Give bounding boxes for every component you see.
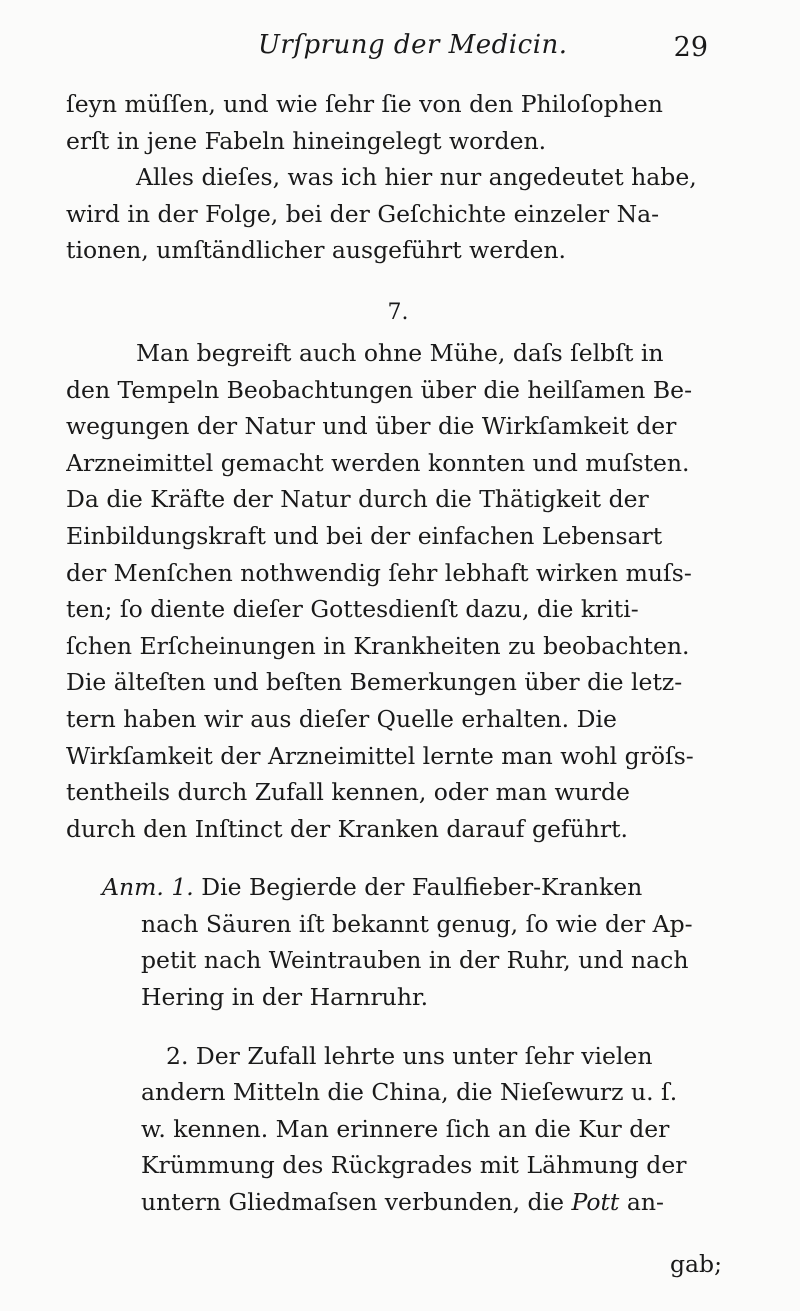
footnote-text: an- xyxy=(619,1188,664,1217)
text-line: Man begreift auch ohne Mühe, daſs ſelbſt in xyxy=(136,338,664,367)
text-line: ſchen Erſcheinungen in Krankheiten zu beobachten. xyxy=(66,631,690,660)
section-number: 7. xyxy=(387,299,409,325)
footnote-line: w. kennen. Man erinnere ſich an die Kur der xyxy=(141,1114,670,1143)
text-line: Einbildungskraft und bei der einfachen Lebensart xyxy=(66,521,663,550)
footnote-line: Krümmung des Rückgrades mit Lähmung der xyxy=(141,1151,687,1180)
footnote-text: untern Gliedmaſsen verbunden, die xyxy=(141,1188,572,1217)
footnote-line: 2. Der Zufall lehrte uns unter ſehr vielen xyxy=(166,1041,653,1070)
text-line: Wirkſamkeit der Arzneimittel lernte man wohl gröſs- xyxy=(66,741,694,770)
spacer xyxy=(66,269,730,291)
text-line: ſeyn müſſen, und wie ſehr ſie von den Philoſophen xyxy=(66,90,663,118)
footnote-line: petit nach Weintrauben in der Ruhr, und nach xyxy=(141,946,689,975)
page-header xyxy=(0,30,800,70)
footnote-line xyxy=(66,1184,730,1221)
footnote-line: nach Säuren iſt bekannt genug, ſo wie der Ap- xyxy=(141,909,693,938)
text-line: den Tempeln Beobachtungen über die heilſamen Be- xyxy=(66,375,693,404)
footnote-text: Die Begierde der Faulfieber-Kranken xyxy=(201,873,643,902)
person-name: Pott xyxy=(571,1188,620,1217)
text-line: tionen, umſtändlicher ausgeführt werden. xyxy=(66,236,566,265)
footnote-label: Anm. 1. xyxy=(102,873,194,902)
running-title: Urſprung der Medicin. xyxy=(258,30,568,60)
text-line: der Menſchen nothwendig ſehr lebhaft wirken muſs- xyxy=(66,558,692,587)
spacer xyxy=(66,1016,730,1038)
text-line: Arzneimittel gemacht werden konnten und muſsten. xyxy=(66,448,690,477)
text-line: wird in der Folge, bei der Geſchichte einzeler Na- xyxy=(66,199,660,228)
text-line: erſt in jene Fabeln hineingelegt worden. xyxy=(66,126,547,155)
catchword: gab; xyxy=(669,1250,722,1278)
body-text xyxy=(66,86,730,1221)
page-number: 29 xyxy=(673,32,708,63)
spacer xyxy=(66,847,730,869)
text-line: Da die Kräfte der Natur durch die Thätigkeit der xyxy=(66,485,649,514)
text-line: Alles dieſes, was ich hier nur angedeutet habe, xyxy=(136,163,697,192)
footnote-line: andern Mitteln die China, die Nieſewurz u. ſ. xyxy=(141,1078,678,1107)
text-line: tern haben wir aus dieſer Quelle erhalten. Die xyxy=(66,704,617,733)
text-line: Die älteſten und beſten Bemerkungen über die letz- xyxy=(66,668,683,697)
footnote-line: Hering in der Harnruhr. xyxy=(141,983,429,1012)
text-line: ten; ſo diente dieſer Gottesdienſt dazu, die kriti- xyxy=(66,595,639,624)
text-line: wegungen der Natur und über die Wirkſamkeit der xyxy=(66,412,677,441)
text-line: tentheils durch Zufall kennen, oder man wurde xyxy=(66,778,630,807)
text-line: durch den Inſtinct der Kranken darauf geführt. xyxy=(66,814,629,843)
footnote-line xyxy=(66,869,730,906)
